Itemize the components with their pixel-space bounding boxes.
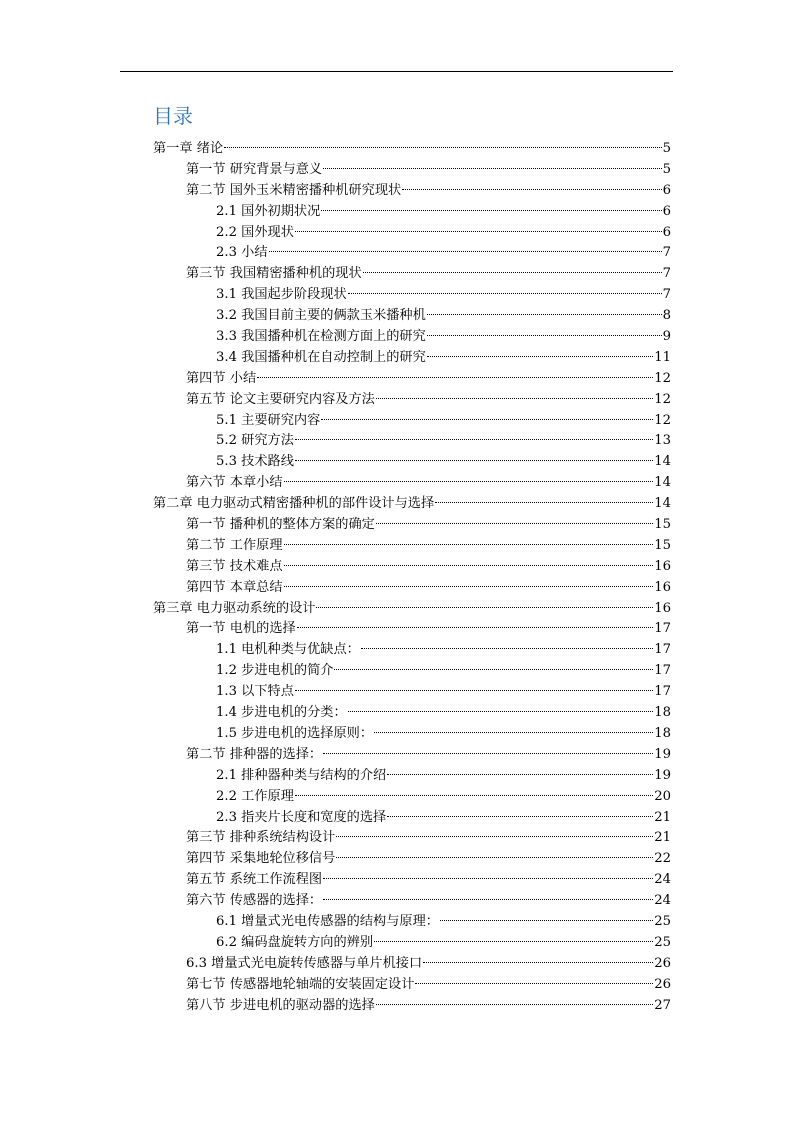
toc-dot-leader xyxy=(284,481,654,482)
toc-page-number: 26 xyxy=(654,976,671,992)
toc-entry-title: 1.3 以下特点 xyxy=(216,684,294,700)
toc-entry-title: 2.2 工作原理 xyxy=(216,788,294,804)
toc-dot-leader xyxy=(284,565,654,566)
toc-entry[interactable] xyxy=(153,808,671,829)
toc-page-number: 21 xyxy=(654,809,671,825)
toc-entry[interactable] xyxy=(153,411,671,432)
toc-dot-leader xyxy=(376,1004,653,1005)
toc-entry-title: 5.2 研究方法 xyxy=(216,433,294,449)
toc-dot-leader xyxy=(423,962,653,963)
toc-dot-leader xyxy=(323,753,653,754)
toc-page-number: 25 xyxy=(654,934,671,950)
toc-dot-leader xyxy=(284,544,654,545)
toc-page-number: 16 xyxy=(654,600,671,616)
toc-dot-leader xyxy=(321,419,653,420)
toc-entry[interactable] xyxy=(153,703,671,724)
toc-dot-leader xyxy=(295,795,653,796)
toc-dot-leader xyxy=(374,941,653,942)
toc-entry[interactable] xyxy=(153,578,671,599)
toc-entry[interactable] xyxy=(153,202,671,223)
toc-dot-leader xyxy=(295,439,653,440)
toc-entry[interactable] xyxy=(153,431,671,452)
toc-page-number: 7 xyxy=(662,266,671,282)
toc-entry-title: 3.4 我国播种机在自动控制上的研究 xyxy=(216,349,426,365)
toc-dot-leader xyxy=(376,398,653,399)
toc-entry-title: 第三节 我国精密播种机的现状 xyxy=(186,266,362,282)
toc-page-number: 6 xyxy=(662,224,671,240)
toc-page-number: 5 xyxy=(662,141,671,156)
toc-page-number: 21 xyxy=(654,830,671,846)
toc-entry-title: 第四节 采集地轮位移信号 xyxy=(186,851,336,867)
toc-entry-title: 第三章 电力驱动系统的设计 xyxy=(153,600,316,616)
toc-page-number: 19 xyxy=(654,746,671,762)
toc-dot-leader xyxy=(323,899,653,900)
toc-entry[interactable] xyxy=(153,891,671,912)
toc-dot-leader xyxy=(415,983,653,984)
toc-dot-leader xyxy=(257,377,653,378)
header-rule xyxy=(120,71,673,72)
toc-entry[interactable] xyxy=(153,390,671,411)
toc-entry[interactable] xyxy=(153,619,671,640)
toc-page-number: 25 xyxy=(654,913,671,929)
toc-entry[interactable] xyxy=(153,745,671,766)
toc-dot-leader xyxy=(363,272,662,273)
toc-entry-title: 第三节 排种系统结构设计 xyxy=(186,830,336,846)
toc-entry-title: 第四节 小结 xyxy=(186,370,257,386)
toc-entry[interactable] xyxy=(153,181,671,202)
toc-entry[interactable] xyxy=(153,327,671,348)
toc-entry-title: 第五节 论文主要研究内容及方法 xyxy=(186,391,375,407)
toc-page-number: 5 xyxy=(662,161,671,177)
toc-entry[interactable] xyxy=(153,139,671,160)
toc-entry-title: 第四节 本章总结 xyxy=(186,579,283,595)
toc-page-number: 16 xyxy=(654,579,671,595)
toc-entry[interactable] xyxy=(153,912,671,933)
toc-entry[interactable] xyxy=(153,557,671,578)
toc-page-number: 17 xyxy=(654,663,671,679)
toc-page-number: 16 xyxy=(654,558,671,574)
toc-entry-title: 第六节 本章小结 xyxy=(186,475,283,491)
toc-entry[interactable] xyxy=(153,494,671,515)
toc-dot-leader xyxy=(387,816,653,817)
toc-page-number: 19 xyxy=(654,767,671,783)
toc-entry-title: 5.3 技术路线 xyxy=(216,454,294,470)
toc-page-number: 9 xyxy=(662,329,671,345)
toc-dot-leader xyxy=(435,502,653,503)
toc-entry-title: 2.1 排种器种类与结构的介绍 xyxy=(216,767,387,783)
toc-entry[interactable] xyxy=(153,160,671,181)
toc-dot-leader xyxy=(387,774,653,775)
toc-dot-leader xyxy=(224,147,661,148)
toc-page-number: 12 xyxy=(654,412,671,428)
toc-dot-leader xyxy=(295,690,653,691)
toc-entry[interactable] xyxy=(153,348,671,369)
toc-entry[interactable] xyxy=(153,515,671,536)
toc-dot-leader xyxy=(316,607,653,608)
toc-page-number: 8 xyxy=(662,308,671,324)
toc-entry-title: 6.2 编码盘旋转方向的辨别 xyxy=(216,934,374,950)
toc-page-number: 18 xyxy=(654,725,671,741)
toc-entry-title: 第二节 工作原理 xyxy=(186,537,283,553)
toc-entry-title: 第二节 国外玉米精密播种机研究现状 xyxy=(186,182,402,198)
toc-dot-leader xyxy=(269,251,662,252)
toc-dot-leader xyxy=(402,189,661,190)
table-of-contents xyxy=(153,139,671,1016)
toc-entry-title: 2.1 国外初期状况 xyxy=(216,203,321,219)
toc-page-number: 15 xyxy=(654,537,671,553)
toc-entry-title: 5.1 主要研究内容 xyxy=(216,412,321,428)
toc-page-number: 6 xyxy=(662,203,671,219)
toc-entry[interactable] xyxy=(153,933,671,954)
toc-entry-title: 3.1 我国起步阶段现状 xyxy=(216,287,347,303)
toc-page-number: 18 xyxy=(654,705,671,721)
toc-entry-title: 1.2 步进电机的简介 xyxy=(216,663,334,679)
toc-entry[interactable] xyxy=(153,724,671,745)
toc-entry[interactable] xyxy=(153,640,671,661)
toc-dot-leader xyxy=(284,586,654,587)
toc-entry[interactable] xyxy=(153,766,671,787)
toc-dot-leader xyxy=(321,210,661,211)
toc-entry[interactable] xyxy=(153,661,671,682)
toc-entry[interactable] xyxy=(153,452,671,473)
toc-entry-title: 6.3 增量式光电旋转传感器与单片机接口 xyxy=(186,955,423,971)
toc-entry-title: 第一节 电机的选择 xyxy=(186,621,296,637)
toc-dot-leader xyxy=(295,231,662,232)
toc-dot-leader xyxy=(427,356,653,357)
toc-page-number: 7 xyxy=(662,245,671,261)
toc-dot-leader xyxy=(348,711,654,712)
toc-entry[interactable] xyxy=(153,975,671,996)
toc-page-number: 7 xyxy=(662,287,671,303)
toc-entry[interactable] xyxy=(153,849,671,870)
toc-entry[interactable] xyxy=(153,682,671,703)
toc-page-number: 14 xyxy=(654,475,671,491)
toc-dot-leader xyxy=(376,523,653,524)
toc-page-number: 14 xyxy=(654,454,671,470)
toc-entry[interactable] xyxy=(153,369,671,390)
toc-entry-title: 1.5 步进电机的选择原则： xyxy=(216,725,374,741)
toc-page-number: 26 xyxy=(654,955,671,971)
toc-page-number: 14 xyxy=(654,496,671,512)
toc-page-number: 11 xyxy=(654,349,671,365)
toc-page-number: 20 xyxy=(654,788,671,804)
toc-entry-title: 2.3 指夹片长度和宽度的选择 xyxy=(216,809,387,825)
toc-entry[interactable] xyxy=(153,306,671,327)
toc-entry-title: 第六节 传感器的选择： xyxy=(186,893,323,909)
toc-entry[interactable] xyxy=(153,243,671,264)
toc-dot-leader xyxy=(295,460,653,461)
toc-entry-title: 第一节 播种机的整体方案的确定 xyxy=(186,517,375,533)
toc-entry-title: 3.2 我国目前主要的俩款玉米播种机 xyxy=(216,308,426,324)
toc-page-number: 6 xyxy=(662,182,671,198)
toc-entry[interactable] xyxy=(153,599,671,620)
toc-page-number: 27 xyxy=(654,997,671,1013)
toc-page-number: 13 xyxy=(654,433,671,449)
toc-entry[interactable] xyxy=(153,285,671,306)
toc-entry-title: 3.3 我国播种机在检测方面上的研究 xyxy=(216,329,426,345)
toc-entry-title: 第一节 研究背景与意义 xyxy=(186,161,323,177)
toc-title: 目录 xyxy=(153,104,193,128)
toc-page-number: 15 xyxy=(654,517,671,533)
toc-entry[interactable] xyxy=(153,954,671,975)
toc-entry[interactable] xyxy=(153,473,671,494)
toc-dot-leader xyxy=(427,335,662,336)
toc-entry-title: 2.2 国外现状 xyxy=(216,224,294,240)
toc-dot-leader xyxy=(336,857,653,858)
toc-dot-leader xyxy=(427,314,662,315)
toc-page-number: 17 xyxy=(654,642,671,658)
toc-entry-title: 第七节 传感器地轮轴端的安装固定设计 xyxy=(186,976,415,992)
toc-entry-title: 第八节 步进电机的驱动器的选择 xyxy=(186,997,375,1013)
toc-dot-leader xyxy=(336,836,653,837)
toc-page-number: 17 xyxy=(654,621,671,637)
toc-entry[interactable] xyxy=(153,870,671,891)
toc-page-number: 24 xyxy=(654,893,671,909)
toc-dot-leader xyxy=(334,669,653,670)
toc-page-number: 12 xyxy=(654,370,671,386)
toc-entry-title: 第一章 绪论 xyxy=(153,141,224,156)
toc-page-number: 12 xyxy=(654,391,671,407)
toc-dot-leader xyxy=(361,648,653,649)
toc-dot-leader xyxy=(323,168,662,169)
toc-dot-leader xyxy=(440,920,653,921)
toc-entry-title: 第三节 技术难点 xyxy=(186,558,283,574)
toc-dot-leader xyxy=(348,293,662,294)
toc-dot-leader xyxy=(297,627,654,628)
toc-entry[interactable] xyxy=(153,828,671,849)
toc-entry[interactable] xyxy=(153,996,671,1017)
toc-entry[interactable] xyxy=(153,223,671,244)
toc-entry-title: 第二章 电力驱动式精密播种机的部件设计与选择 xyxy=(153,496,435,512)
toc-page-number: 24 xyxy=(654,872,671,888)
toc-dot-leader xyxy=(374,732,653,733)
toc-entry-title: 第五节 系统工作流程图 xyxy=(186,872,323,888)
toc-entry-title: 2.3 小结 xyxy=(216,245,268,261)
toc-entry[interactable] xyxy=(153,536,671,557)
toc-entry-title: 1.4 步进电机的分类： xyxy=(216,705,347,721)
toc-entry-title: 第二节 排种器的选择： xyxy=(186,746,323,762)
toc-entry-title: 6.1 增量式光电传感器的结构与原理： xyxy=(216,913,439,929)
toc-page-number: 17 xyxy=(654,684,671,700)
toc-entry-title: 1.1 电机种类与优缺点： xyxy=(216,642,360,658)
toc-entry[interactable] xyxy=(153,787,671,808)
toc-page-number: 22 xyxy=(654,851,671,867)
toc-entry[interactable] xyxy=(153,264,671,285)
toc-dot-leader xyxy=(323,878,653,879)
